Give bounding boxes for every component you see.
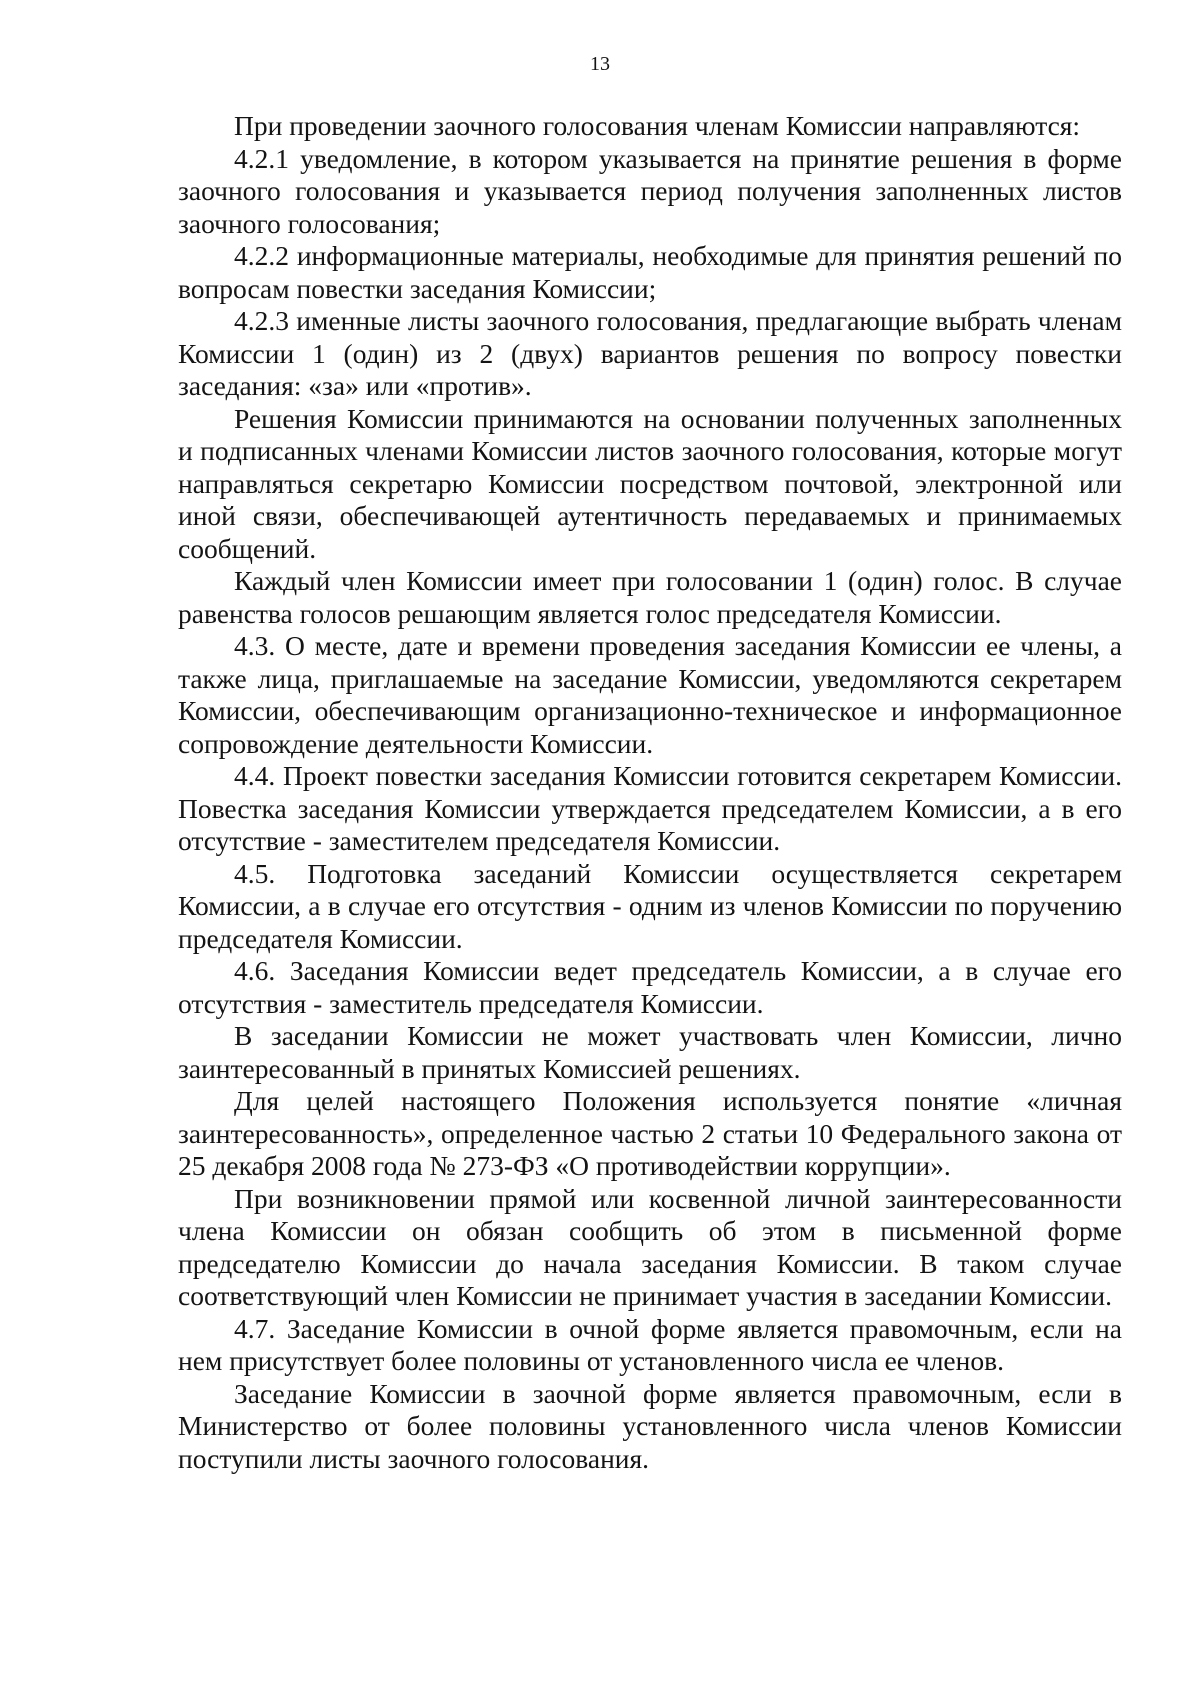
paragraph: 4.4. Проект повестки заседания Комиссии готовится секретарем Комиссии. Повестка заседания Комиссии утверждается председателем Комиссии, а в его отсутствие - заместителем председателя Комиссии.: [178, 760, 1122, 856]
paragraph: Каждый член Комиссии имеет при голосовании 1 (один) голос. В случае равенства голосов решающим является голос председателя Комиссии.: [178, 565, 1122, 629]
paragraph: 4.2.2 информационные материалы, необходимые для принятия решений по вопросам повестки заседания Комиссии;: [178, 240, 1122, 304]
paragraph: Заседание Комиссии в заочной форме является правомочным, если в Министерство от более половины установленного числа членов Комиссии поступили листы заочного голосования.: [178, 1377, 1122, 1474]
paragraph: При проведении заочного голосования членам Комиссии направляются:: [234, 110, 1081, 141]
paragraph: 4.3. О месте, дате и времени проведения заседания Комиссии ее члены, а также лица, приглашаемые на заседание Комиссии, уведомляются секретарем Комиссии, обеспечивающим организационно-техническое и информационное сопровождение деятельности Комиссии.: [178, 630, 1122, 759]
paragraph: 4.2.1 уведомление, в котором указывается на принятие решения в форме заочного голосования и указывается период получения заполненных листов заочного голосования;: [178, 142, 1122, 239]
paragraph: При возникновении прямой или косвенной личной заинтересованности члена Комиссии он обязан сообщить об этом в письменной форме председателю Комиссии до начала заседания Комиссии. В таком случае соответствующий член Комиссии не принимает участия в заседании Комиссии.: [178, 1182, 1122, 1311]
paragraph: 4.2.3 именные листы заочного голосования, предлагающие выбрать членам Комиссии 1 (один) из 2 (двух) вариантов решения по вопросу повестки заседания: «за» или «против».: [178, 305, 1122, 401]
document-body: [178, 110, 1122, 1475]
paragraph: Решения Комиссии принимаются на основании полученных заполненных и подписанных членами Комиссии листов заочного голосования, которые могут направляться секретарю Комиссии посредством почтовой, электронной или иной связи, обеспечивающей аутентичность передаваемых и принимаемых сообщений.: [178, 402, 1122, 564]
paragraph: В заседании Комиссии не может участвовать член Комиссии, лично заинтересованный в принятых Комиссией решениях.: [178, 1020, 1122, 1084]
paragraph: 4.6. Заседания Комиссии ведет председатель Комиссии, а в случае его отсутствия - заместитель председателя Комиссии.: [178, 955, 1122, 1019]
page-number: 13: [590, 53, 610, 75]
paragraph: 4.7. Заседание Комиссии в очной форме является правомочным, если на нем присутствует более половины от установленного числа ее членов.: [178, 1312, 1122, 1376]
paragraph: 4.5. Подготовка заседаний Комиссии осуществляется секретарем Комиссии, а в случае его отсутствия - одним из членов Комиссии по поручению председателя Комиссии.: [178, 857, 1122, 954]
paragraph: Для целей настоящего Положения используется понятие «личная заинтересованность», определенное частью 2 статьи 10 Федерального закона от 25 декабря 2008 года № 273-ФЗ «О противодействии коррупции».: [178, 1085, 1122, 1181]
